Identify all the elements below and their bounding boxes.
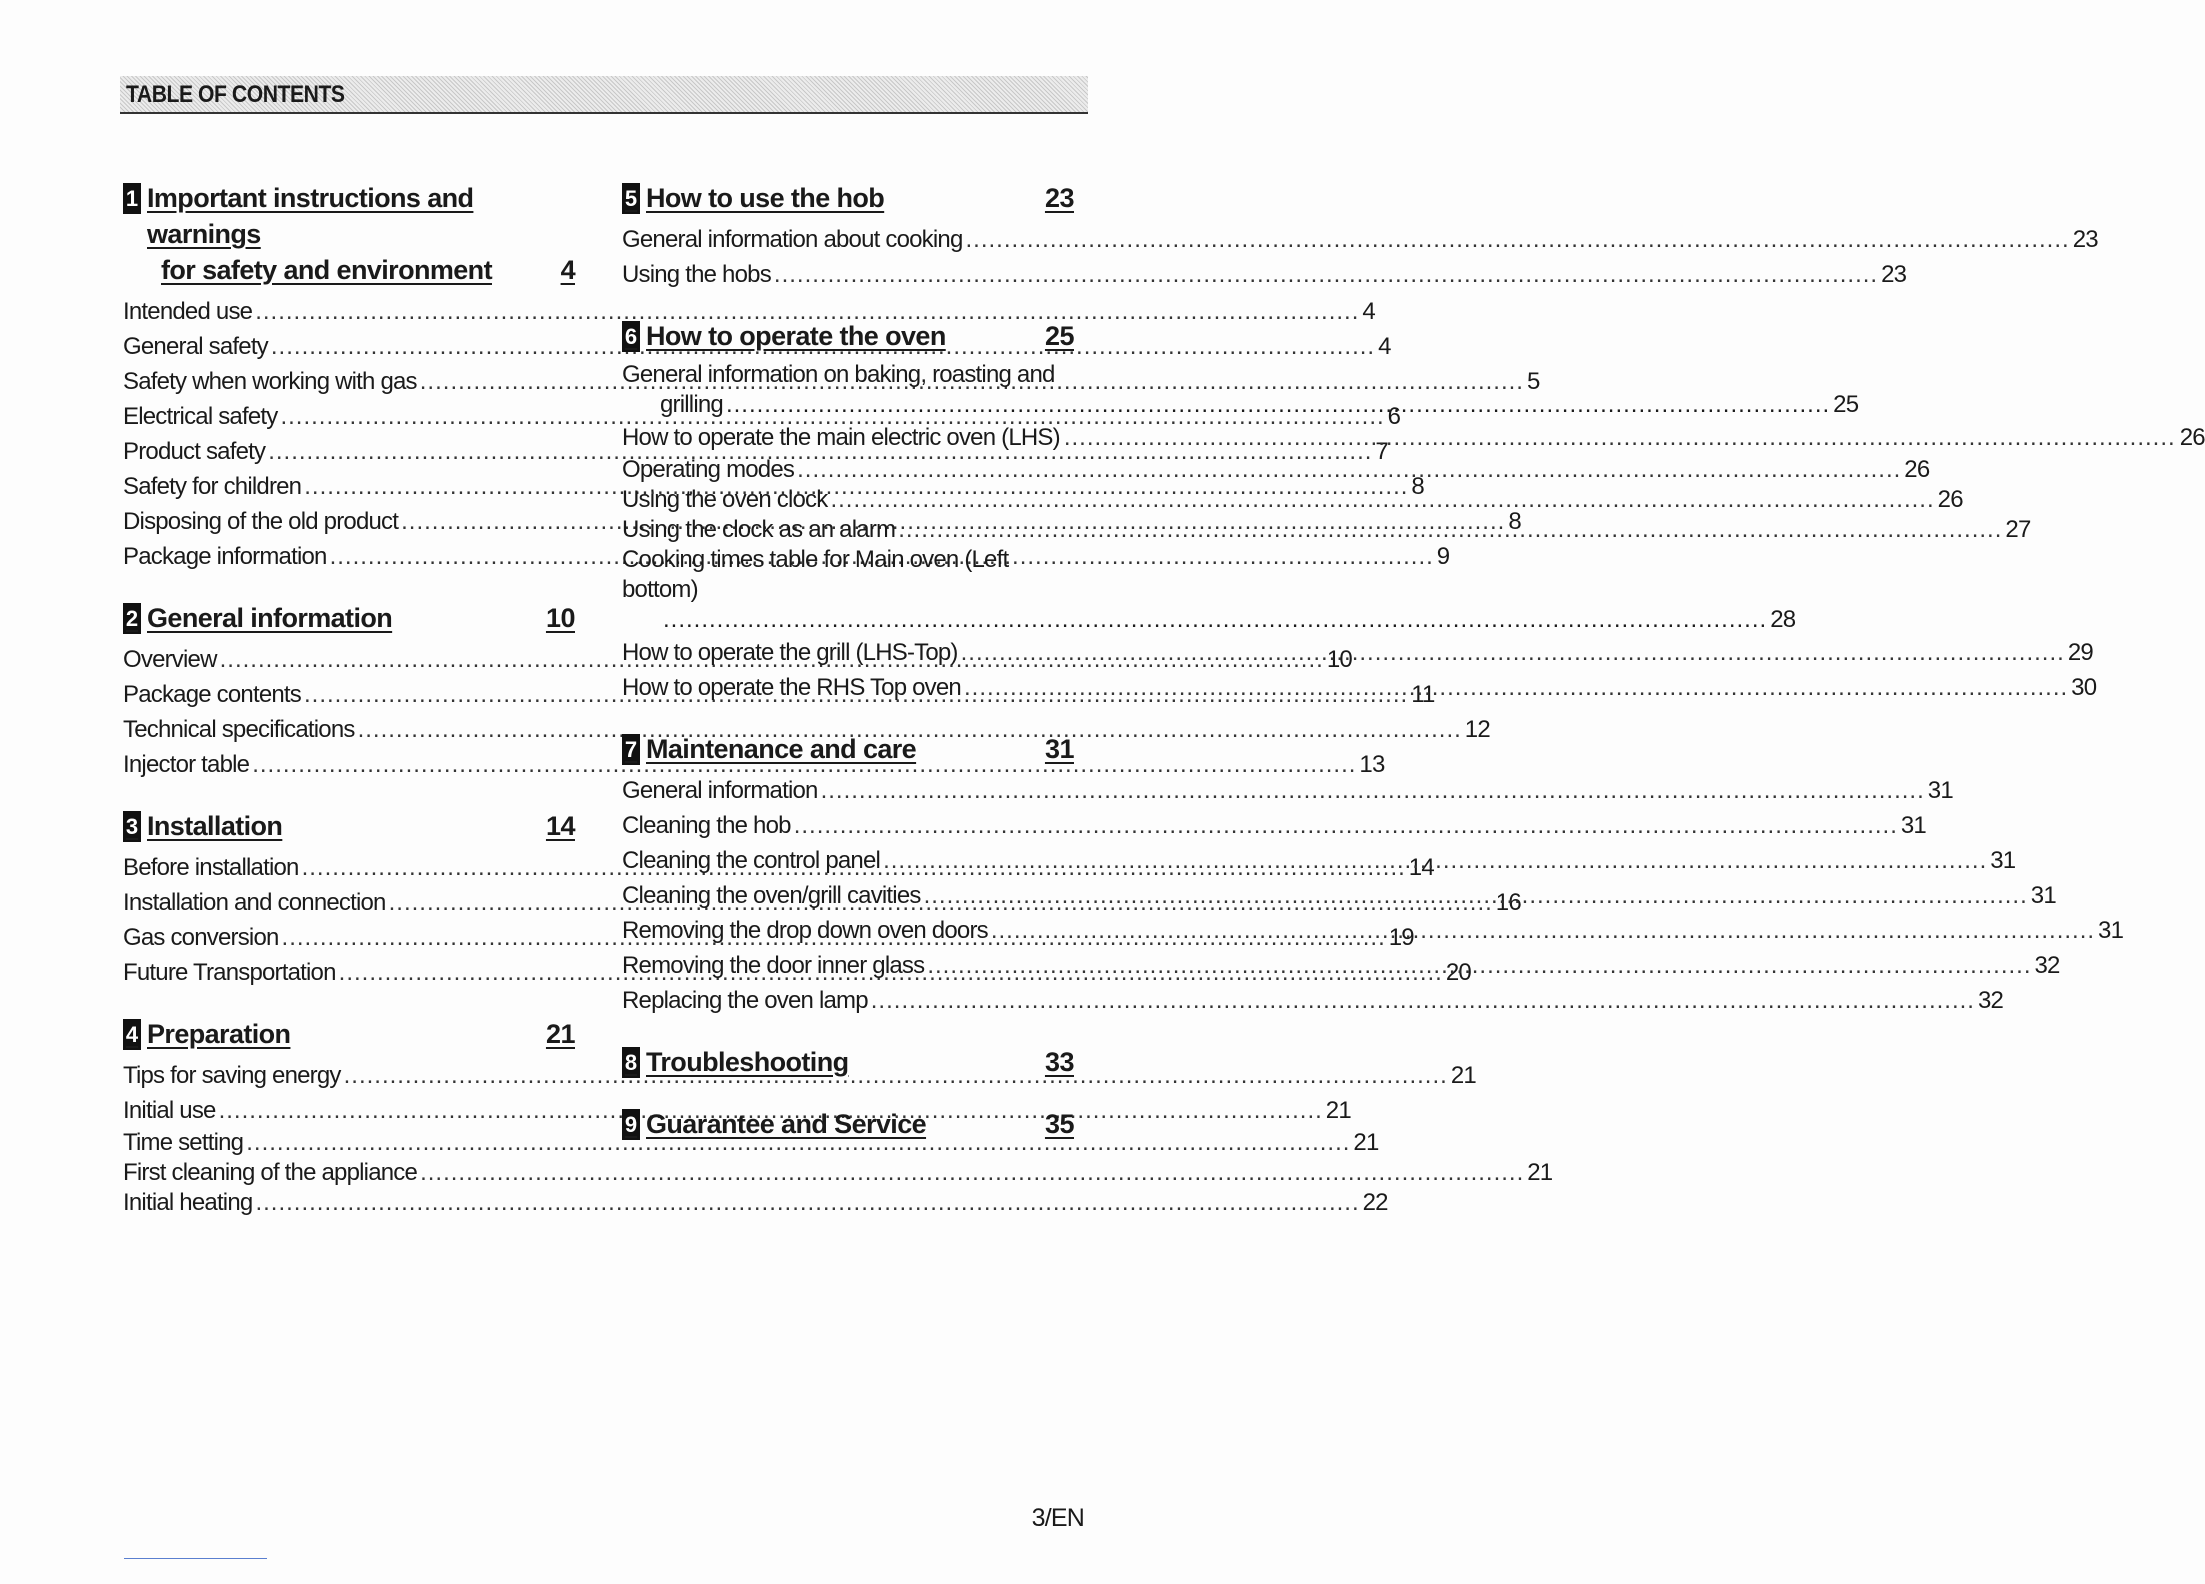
toc-entry[interactable]: Disposing of the old product ..... 8 [123, 504, 575, 539]
section-1-page: 4 [560, 255, 575, 285]
toc-entry[interactable]: Electrical safety ..... 6 [123, 399, 575, 434]
section-number-badge: 4 [123, 1019, 141, 1050]
page-number: 3/EN [1031, 1504, 1084, 1532]
toc-entry[interactable]: First cleaning of the appliance ..... 21 [123, 1158, 575, 1188]
toc-entry[interactable]: General information ..... 31 [622, 773, 1074, 808]
toc-entry-multiline[interactable]: General information on baking, roasting and grilling ..... 25 [622, 360, 1074, 420]
section-7-title: Maintenance and care [646, 734, 917, 764]
section-number-badge: 3 [123, 811, 141, 842]
section-number-badge: 8 [622, 1047, 640, 1078]
toc-entry[interactable]: Operating modes ..... 26 [622, 455, 1074, 485]
toc-entry[interactable]: Initial use ..... 21 [123, 1093, 575, 1128]
section-8-heading[interactable] [622, 1044, 1074, 1080]
section-2-heading[interactable] [123, 600, 575, 636]
section-9-heading[interactable] [622, 1106, 1074, 1142]
section-4-heading[interactable] [123, 1016, 575, 1052]
section-2-title: General information [147, 603, 393, 633]
toc-entry[interactable]: Removing the door inner glass ..... 32 [622, 948, 1074, 983]
toc-header-title: TABLE OF CONTENTS [126, 81, 345, 108]
toc-entry[interactable]: Replacing the oven lamp ..... 32 [622, 983, 1074, 1018]
section-number-badge: 5 [622, 183, 640, 214]
toc-entry[interactable]: Safety when working with gas ..... 5 [123, 364, 575, 399]
section-6-title: How to operate the oven [646, 321, 946, 351]
toc-entry[interactable]: Initial heating ..... 22 [123, 1188, 575, 1218]
toc-entry[interactable]: Time setting ..... 21 [123, 1128, 575, 1158]
section-8-page: 33 [1044, 1047, 1074, 1077]
toc-entry[interactable]: Package contents ..... 11 [123, 677, 575, 712]
section-1-title-line1: Important instructions and warnings [147, 183, 474, 249]
section-number-badge: 6 [622, 321, 640, 352]
section-9 [622, 1106, 1074, 1142]
section-5-title: How to use the hob [646, 183, 885, 213]
toc-entry[interactable]: Safety for children ..... 8 [123, 469, 575, 504]
section-3-heading[interactable] [123, 808, 575, 844]
toc-entry[interactable]: Before installation ..... 14 [123, 850, 575, 885]
section-number-badge: 2 [123, 603, 141, 634]
toc-entry[interactable]: How to operate the RHS Top oven ..... 30 [622, 670, 1074, 705]
section-3-page: 14 [545, 811, 575, 841]
toc-entry[interactable]: Package information ..... 9 [123, 539, 575, 574]
section-8-title: Troubleshooting [646, 1047, 849, 1077]
section-1-heading[interactable] [123, 180, 575, 288]
section-number-badge: 7 [622, 734, 640, 765]
section-9-page: 35 [1044, 1109, 1074, 1139]
section-7-heading[interactable] [622, 731, 1074, 767]
toc-entry[interactable]: Technical specifications ..... 12 [123, 712, 575, 747]
section-number-badge: 9 [622, 1109, 640, 1140]
section-7-page: 31 [1044, 734, 1074, 764]
toc-header-bar [120, 76, 1088, 114]
toc-entry[interactable]: Future Transportation ..... 20 [123, 955, 575, 990]
toc-entry[interactable]: How to operate the grill (LHS-Top) ..... 29 [622, 635, 1074, 670]
toc-entry[interactable]: Using the oven clock ..... 26 [622, 485, 1074, 515]
section-1-title-line2: for safety and environment [161, 255, 492, 285]
toc-entry[interactable]: Removing the drop down oven doors ..... 31 [622, 913, 1074, 948]
section-3-title: Installation [147, 811, 283, 841]
toc-entry[interactable]: Installation and connection ..... 16 [123, 885, 575, 920]
section-2-page: 10 [545, 603, 575, 633]
toc-entry[interactable]: Cleaning the hob ..... 31 [622, 808, 1074, 843]
toc-entry[interactable]: Using the clock as an alarm ..... 27 [622, 515, 1074, 545]
section-8 [622, 1044, 1074, 1080]
section-5-page: 23 [1044, 183, 1074, 213]
toc-entry-multiline[interactable]: Cooking times table for Main oven (Left bottom) ..... 28 [622, 545, 1074, 635]
toc-entry[interactable]: Intended use ..... 4 [123, 294, 575, 329]
toc-entry[interactable]: How to operate the main electric oven (LHS) . ..... 26 [622, 420, 1074, 455]
section-4-title: Preparation [147, 1019, 291, 1049]
toc-entry[interactable]: Tips for saving energy ..... 21 [123, 1058, 575, 1093]
section-6-page: 25 [1044, 321, 1074, 351]
section-5-heading[interactable] [622, 180, 1074, 216]
toc-entry[interactable]: Cleaning the control panel ..... 31 [622, 843, 1074, 878]
toc-entry[interactable]: General safety ..... 4 [123, 329, 575, 364]
toc-entry[interactable]: Injector table ..... 13 [123, 747, 575, 782]
toc-entry[interactable]: Cleaning the oven/grill cavities ..... 31 [622, 878, 1074, 913]
toc-entry[interactable]: Using the hobs ..... 23 [622, 257, 1074, 292]
section-6-heading[interactable] [622, 318, 1074, 354]
toc-entry[interactable]: Gas conversion ..... 19 [123, 920, 575, 955]
section-number-badge: 1 [123, 183, 141, 214]
toc-entry[interactable]: Overview ..... 10 [123, 642, 575, 677]
section-4-page: 21 [545, 1019, 575, 1049]
section-9-title: Guarantee and Service [646, 1109, 927, 1139]
toc-entry[interactable]: General information about cooking ..... 23 [622, 222, 1074, 257]
footer-divider [124, 1558, 267, 1559]
section-5 [622, 180, 2098, 292]
toc-entry[interactable]: Product safety ..... 7 [123, 434, 575, 469]
